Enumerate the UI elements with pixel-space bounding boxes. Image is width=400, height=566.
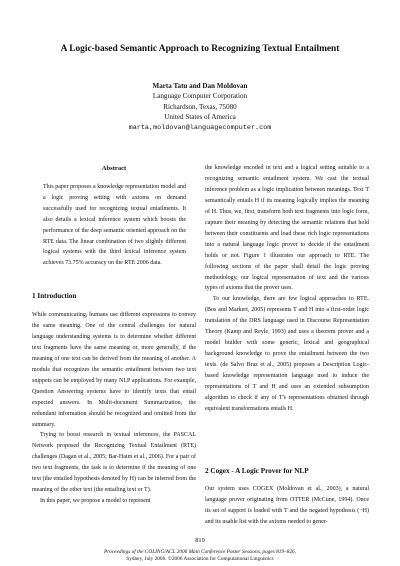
right-column-body <box>205 163 369 415</box>
cogex-paragraph: Our system uses COGEX (Moldovan et al., 2003), a natural language prover originating from OTTER (McCune, 1994). Once its set of support is loaded with T and the negated hypothesis (¬H) and its usable list with the axioms needed to gener- <box>205 486 369 525</box>
intro-paragraph-2: Trying to boost research in textual inferences, the PASCAL Network proposed the Recognizing Textual Entailment (RTE) challenges (Dagan et al., 2005; Bar-Haim et al., 2006). For a pair of two text fragments, the task is to determine if the meaning of one text (the entailed hypothesis denoted by H) can be inferred from the meaning of the other text (the entailing text or T). <box>32 432 196 494</box>
author-block <box>0 81 400 133</box>
author-names: Marta Tatu and Dan Moldovan <box>152 82 248 90</box>
section-heading-cogex: 2 Cogex - A Logic Prover for NLP <box>205 467 309 475</box>
right-paragraph-1: the knowledge encoded in text and a logical setting suitable to a recognizing semantic entailment system. We cast the textual inference problem as a logic implication between meanings. Text T semantically entails H if its meaning logically implies the meaning of H. Thus, we, first, transform both text fragments into logic form, capture their meaning by detecting the semantic relations that hold between their constituents and load these rich logic representations into a natural language logic prover to decide if the entailment holds or not. Figure 1 illustrates our approach to RTE. The following sections of the paper shall detail the logic proving methodology, our logical representation of text and the various types of axioms that the prover uses. <box>205 165 369 292</box>
city: Richardson, Texas, 75080 <box>163 102 237 111</box>
email-address: marta,moldovan@languagecomputer.com <box>128 123 272 132</box>
abstract-text: This paper proposes a knowledge representation model and a logic proving setting with axioms on demand successfully used for recognizing textual entailments. It also details a lexical inference system which boosts the performance of the deep semantic oriented approach on the RTE data. The linear combination of two slightly different logical systems with the third lexical inference system achieves 73.75% accuracy on the RTE 2006 data. <box>43 184 186 267</box>
intro-paragraph-1: While communicating, humans use different expressions to convey the same meaning. One of the central challenges for natural language understanding systems is to determine whether different text fragments have the same meaning or, more generally, if the meaning of one text can be derived from the meaning of another. A module that recognizes the semantic entailment between two text snippets can be employed by many NLP applications. For example, Question Answering systems have to identify texts that entail expected answers. In Multi-document Summarization, the redundant information should be recognized and omitted from the summary. <box>32 312 196 428</box>
page-number: 819 <box>195 537 205 544</box>
right-paragraph-2: To our knowledge, there are few logical approaches to RTE. (Bos and Markert, 2005) represents T and H into a first-order logic translation of the DRS language used in Discourse Representation Theory (Kamp and Reyle, 1993) and uses a theorem prover and a model builder with some generic, lexical and geographical background knowledge to prove the entailment between the two texts. (de Salvo Braz et al., 2005) proposes a Description Logic-based knowledge representation language used to induce the representations of T and H and uses an extended subsumption algorithm to check if any of T's representations obtained through equivalent transformations entails H. <box>205 296 369 412</box>
paper-title: A Logic-based Semantic Approach to Recognizing Textual Entailment <box>60 44 340 54</box>
intro-paragraph-3: In this paper, we propose a model to represent <box>40 498 151 505</box>
affiliation: Language Computer Corporation <box>152 92 248 101</box>
section-heading-introduction: 1 Introduction <box>32 292 77 300</box>
proceedings-footer <box>0 549 400 563</box>
country: United States of America <box>164 113 236 122</box>
footer-line-2: Sydney, July 2006. ©2006 Association for Computational Linguistics <box>126 556 274 562</box>
footer-line-1: Proceedings of the COLING/ACL 2006 Main Conference Poster Sessions, pages 819–826, <box>104 549 296 555</box>
introduction-body <box>32 310 196 507</box>
abstract-heading: Abstract <box>101 165 127 172</box>
cogex-body <box>205 484 369 528</box>
